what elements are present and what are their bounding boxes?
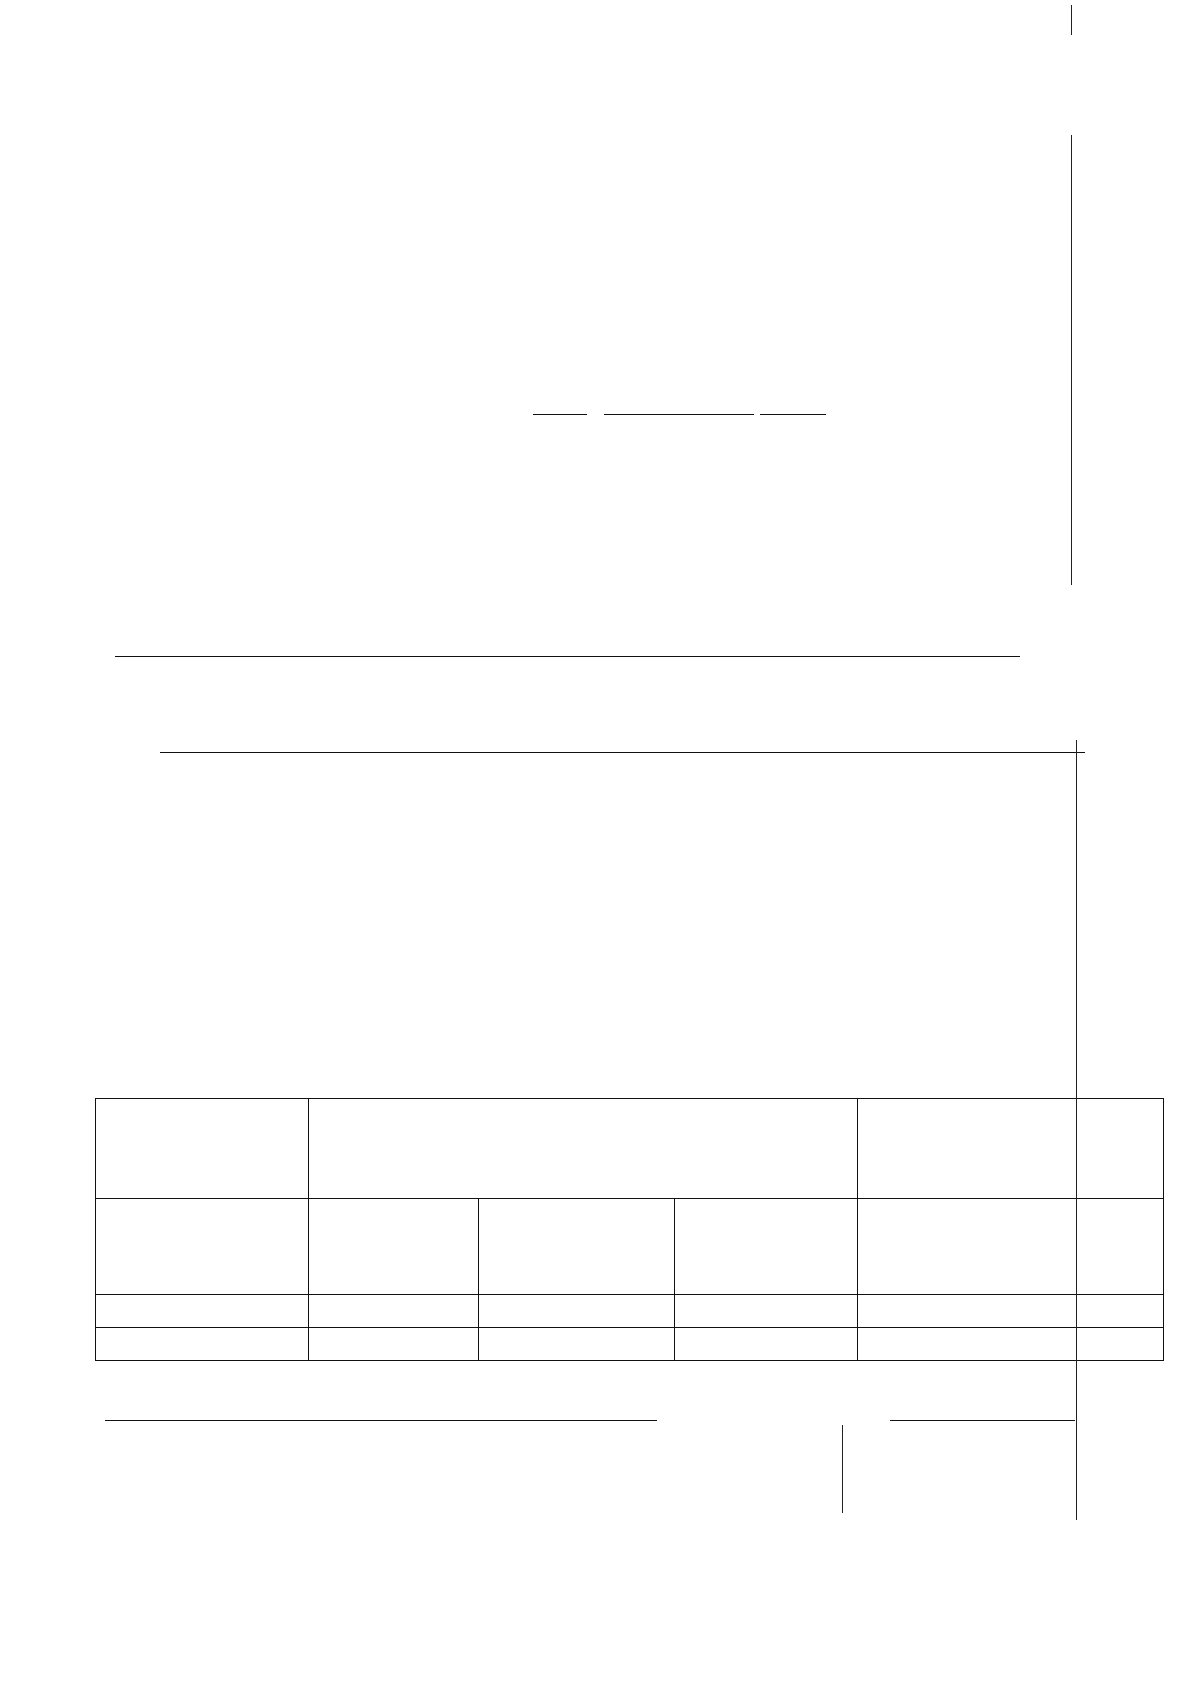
table-cell <box>858 1199 1164 1295</box>
order-date-line <box>533 391 826 422</box>
signature-line <box>890 1420 1075 1421</box>
table-subheader-row <box>96 1199 1164 1295</box>
table-cell <box>479 1328 675 1361</box>
table-row <box>96 1295 1164 1328</box>
col-scores-header <box>309 1099 858 1199</box>
table-cell <box>309 1295 479 1328</box>
table-cell <box>675 1328 858 1361</box>
order-number-handwritten <box>760 414 826 415</box>
score-table <box>95 1098 1164 1361</box>
scan-artifact-line <box>1076 740 1077 1520</box>
table-cell <box>96 1328 309 1361</box>
date-day-handwritten <box>533 414 587 415</box>
table-cell <box>858 1295 1164 1328</box>
scan-artifact-line <box>1071 135 1072 585</box>
col-testing-header <box>309 1199 479 1295</box>
table-cell <box>479 1295 675 1328</box>
col-interview-header <box>479 1199 675 1295</box>
table-cell <box>96 1295 309 1328</box>
date-month-handwritten <box>604 414 754 415</box>
table-cell <box>675 1295 858 1328</box>
col-candidate-header <box>96 1099 309 1199</box>
scan-artifact-line <box>1071 5 1072 35</box>
col-average-header <box>675 1199 858 1295</box>
position-blank-line <box>115 656 1020 657</box>
group-blank-line <box>160 752 1085 753</box>
table-header-row <box>96 1099 1164 1199</box>
table-cell <box>309 1328 479 1361</box>
name-signature-line <box>105 1420 657 1421</box>
scan-artifact-line <box>842 1425 843 1513</box>
table-cell <box>96 1199 309 1295</box>
table-row <box>96 1328 1164 1361</box>
col-motivation-header <box>858 1099 1164 1199</box>
table-cell <box>858 1328 1164 1361</box>
